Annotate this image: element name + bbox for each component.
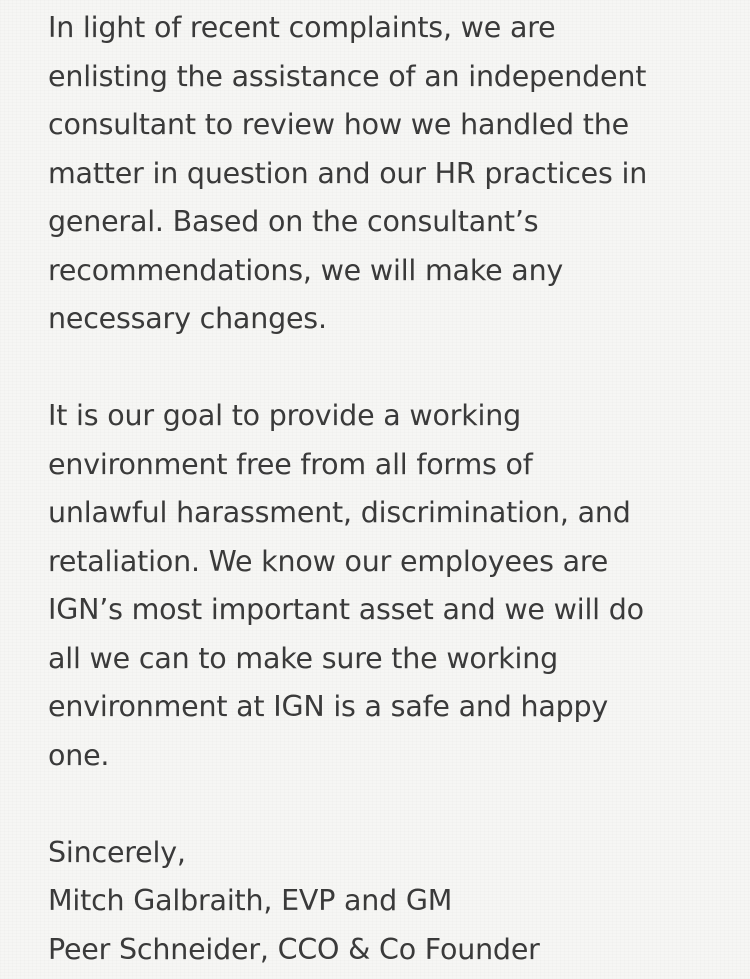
text-line: IGN’s most important asset and we will do	[48, 593, 644, 626]
signature-block	[48, 829, 720, 975]
text-line: enlisting the assistance of an independent	[48, 59, 647, 93]
text-line: It is our goal to provide a working	[48, 399, 522, 432]
signatory: Peer Schneider, CCO & Co Founder	[48, 932, 540, 966]
text-line: general. Based on the consultant’s	[48, 205, 539, 238]
text-line: recommendations, we will make any	[48, 253, 564, 287]
text-line: In light of recent complaints, we are	[48, 11, 556, 44]
text-line: retaliation. We know our employees are	[48, 544, 609, 578]
paragraph-spacer	[48, 344, 720, 393]
closing: Sincerely,	[48, 835, 186, 869]
text-line: matter in question and our HR practices in	[48, 156, 648, 190]
paragraph-spacer	[48, 780, 720, 829]
text-line: environment at IGN is a safe and happy	[48, 690, 609, 723]
text-line: one.	[48, 738, 110, 772]
text-line: consultant to review how we handled the	[48, 108, 629, 141]
paragraph-2	[48, 392, 720, 780]
paragraph-1	[48, 4, 720, 344]
text-line: environment free from all forms of	[48, 447, 533, 481]
text-line: necessary changes.	[48, 302, 327, 335]
text-line: all we can to make sure the working	[48, 641, 558, 675]
signatory: Mitch Galbraith, EVP and GM	[48, 884, 453, 917]
text-line: unlawful harassment, discrimination, and	[48, 496, 631, 529]
